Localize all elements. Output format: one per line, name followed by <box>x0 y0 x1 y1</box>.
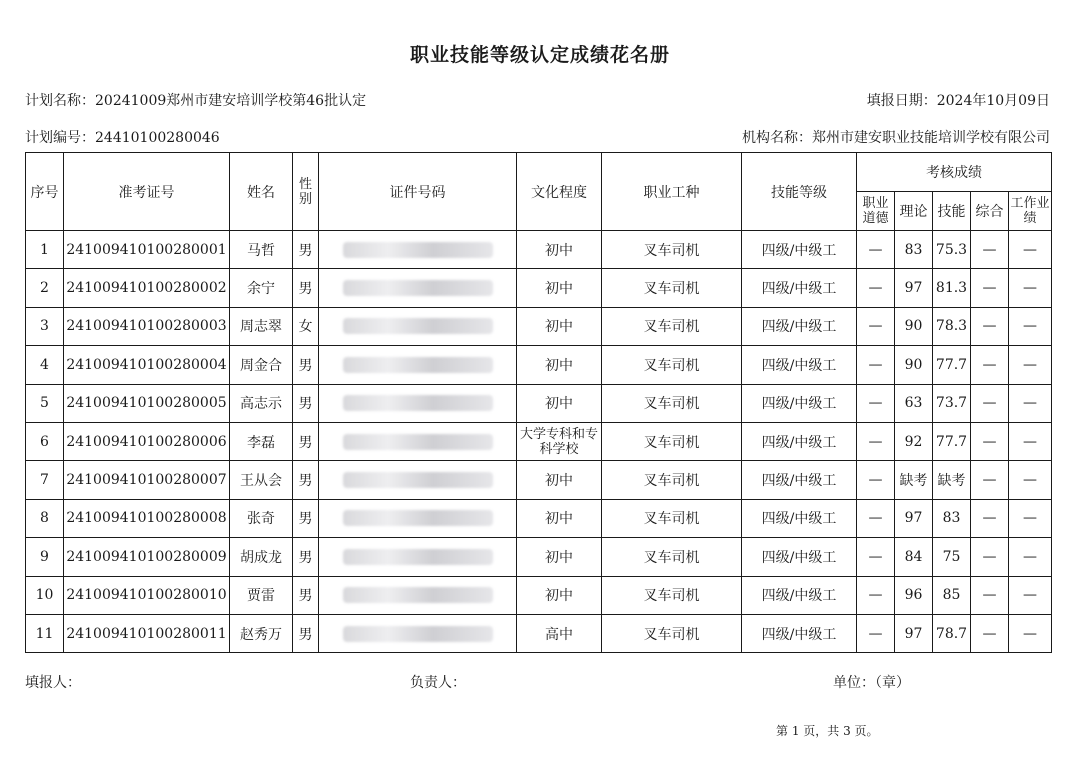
organization-value: 郑州市建安职业技能培训学校有限公司 <box>812 130 1050 146</box>
plan-name-label: 计划名称： <box>25 93 95 109</box>
header-ethics: 职业道德 <box>857 192 895 231</box>
cell-seq: 7 <box>26 461 64 499</box>
cell-skill: 75.3 <box>933 231 971 269</box>
cell-name: 余宁 <box>230 269 293 307</box>
header-name: 姓名 <box>230 153 293 231</box>
cell-ethics: — <box>857 614 895 652</box>
cell-exam-no: 241009410100280002 <box>64 269 230 307</box>
filler-label: 填报人： <box>25 675 81 691</box>
cell-overall: — <box>971 307 1009 345</box>
plan-number-value: 24410100280046 <box>95 130 220 146</box>
id-number-cell-redacted <box>319 576 517 614</box>
cell-name: 贾雷 <box>230 576 293 614</box>
cell-exam-no: 241009410100280001 <box>64 231 230 269</box>
cell-skill: 77.7 <box>933 422 971 460</box>
header-exam-no: 准考证号 <box>64 153 230 231</box>
fill-date-value: 2024年10月09日 <box>936 93 1050 109</box>
redaction-blur <box>343 472 493 488</box>
id-number-cell-redacted <box>319 461 517 499</box>
cell-work: — <box>1009 307 1052 345</box>
cell-ethics: — <box>857 384 895 422</box>
cell-education: 高中 <box>517 614 602 652</box>
table-row <box>26 422 1052 460</box>
redaction-blur <box>343 510 493 526</box>
cell-overall: — <box>971 576 1009 614</box>
cell-work: — <box>1009 269 1052 307</box>
cell-theory: 90 <box>895 346 933 384</box>
cell-gender: 男 <box>293 499 319 537</box>
table-row <box>26 499 1052 537</box>
cell-gender: 男 <box>293 614 319 652</box>
cell-seq: 8 <box>26 499 64 537</box>
cell-theory: 84 <box>895 538 933 576</box>
cell-level: 四级/中级工 <box>742 499 857 537</box>
cell-job: 叉车司机 <box>602 422 742 460</box>
cell-theory: 92 <box>895 422 933 460</box>
cell-seq: 5 <box>26 384 64 422</box>
cell-work: — <box>1009 461 1052 499</box>
cell-job: 叉车司机 <box>602 538 742 576</box>
cell-level: 四级/中级工 <box>742 231 857 269</box>
cell-level: 四级/中级工 <box>742 346 857 384</box>
cell-job: 叉车司机 <box>602 307 742 345</box>
redaction-blur <box>343 587 493 603</box>
cell-level: 四级/中级工 <box>742 614 857 652</box>
id-number-cell-redacted <box>319 231 517 269</box>
cell-level: 四级/中级工 <box>742 307 857 345</box>
cell-ethics: — <box>857 538 895 576</box>
cell-name: 周志翠 <box>230 307 293 345</box>
redaction-blur <box>343 318 493 334</box>
cell-name: 赵秀万 <box>230 614 293 652</box>
plan-number-label: 计划编号： <box>25 130 95 146</box>
cell-seq: 9 <box>26 538 64 576</box>
table-row <box>26 269 1052 307</box>
table-row <box>26 384 1052 422</box>
cell-gender: 男 <box>293 346 319 384</box>
cell-ethics: — <box>857 269 895 307</box>
cell-skill: 73.7 <box>933 384 971 422</box>
cell-exam-no: 241009410100280004 <box>64 346 230 384</box>
redaction-blur <box>343 280 493 296</box>
cell-name: 张奇 <box>230 499 293 537</box>
organization-label: 机构名称： <box>742 130 812 146</box>
plan-name-value: 20241009郑州市建安培训学校第46批认定 <box>95 93 367 109</box>
cell-work: — <box>1009 346 1052 384</box>
cell-seq: 11 <box>26 614 64 652</box>
header-job: 职业工种 <box>602 153 742 231</box>
cell-exam-no: 241009410100280007 <box>64 461 230 499</box>
cell-overall: — <box>971 384 1009 422</box>
cell-job: 叉车司机 <box>602 461 742 499</box>
cell-work: — <box>1009 384 1052 422</box>
cell-theory: 90 <box>895 307 933 345</box>
score-roster-table <box>25 152 1052 653</box>
cell-name: 马哲 <box>230 231 293 269</box>
cell-work: — <box>1009 231 1052 269</box>
fill-date-label: 填报日期： <box>866 93 937 109</box>
cell-overall: — <box>971 538 1009 576</box>
cell-level: 四级/中级工 <box>742 269 857 307</box>
cell-skill: 78.7 <box>933 614 971 652</box>
table-row <box>26 346 1052 384</box>
cell-seq: 6 <box>26 422 64 460</box>
header-education: 文化程度 <box>517 153 602 231</box>
fill-date <box>867 90 1050 110</box>
cell-job: 叉车司机 <box>602 614 742 652</box>
cell-exam-no: 241009410100280005 <box>64 384 230 422</box>
cell-level: 四级/中级工 <box>742 576 857 614</box>
cell-work: — <box>1009 576 1052 614</box>
cell-gender: 女 <box>293 307 319 345</box>
id-number-cell-redacted <box>319 384 517 422</box>
header-scores: 考核成绩 <box>857 153 1052 192</box>
cell-education: 初中 <box>517 538 602 576</box>
redaction-blur <box>343 626 493 642</box>
cell-theory: 97 <box>895 499 933 537</box>
table-row <box>26 307 1052 345</box>
cell-seq: 10 <box>26 576 64 614</box>
cell-job: 叉车司机 <box>602 499 742 537</box>
cell-job: 叉车司机 <box>602 384 742 422</box>
cell-theory: 缺考 <box>895 461 933 499</box>
page-title: 职业技能等级认定成绩花名册 <box>409 44 670 66</box>
cell-ethics: — <box>857 422 895 460</box>
cell-exam-no: 241009410100280003 <box>64 307 230 345</box>
cell-work: — <box>1009 422 1052 460</box>
cell-name: 李磊 <box>230 422 293 460</box>
unit-seal-label: 单位：（章） <box>833 675 910 691</box>
header-level: 技能等级 <box>742 153 857 231</box>
cell-theory: 83 <box>895 231 933 269</box>
redaction-blur <box>343 549 493 565</box>
cell-level: 四级/中级工 <box>742 538 857 576</box>
cell-ethics: — <box>857 576 895 614</box>
table-row <box>26 461 1052 499</box>
cell-gender: 男 <box>293 422 319 460</box>
cell-work: — <box>1009 538 1052 576</box>
table-row <box>26 231 1052 269</box>
cell-seq: 3 <box>26 307 64 345</box>
id-number-cell-redacted <box>319 538 517 576</box>
cell-gender: 男 <box>293 269 319 307</box>
cell-education: 初中 <box>517 346 602 384</box>
header-id-no: 证件号码 <box>319 153 517 231</box>
cell-skill: 83 <box>933 499 971 537</box>
cell-ethics: — <box>857 499 895 537</box>
id-number-cell-redacted <box>319 422 517 460</box>
redaction-blur <box>343 242 493 258</box>
header-skill: 技能 <box>933 192 971 231</box>
cell-gender: 男 <box>293 576 319 614</box>
cell-theory: 97 <box>895 614 933 652</box>
id-number-cell-redacted <box>319 307 517 345</box>
cell-name: 周金合 <box>230 346 293 384</box>
cell-overall: — <box>971 614 1009 652</box>
redaction-blur <box>343 434 493 450</box>
cell-ethics: — <box>857 231 895 269</box>
cell-seq: 4 <box>26 346 64 384</box>
id-number-cell-redacted <box>319 614 517 652</box>
cell-work: — <box>1009 499 1052 537</box>
cell-gender: 男 <box>293 384 319 422</box>
cell-exam-no: 241009410100280006 <box>64 422 230 460</box>
cell-gender: 男 <box>293 461 319 499</box>
redaction-blur <box>343 357 493 373</box>
cell-education: 初中 <box>517 384 602 422</box>
id-number-cell-redacted <box>319 269 517 307</box>
organization <box>742 127 1050 147</box>
cell-education: 初中 <box>517 269 602 307</box>
cell-level: 四级/中级工 <box>742 422 857 460</box>
cell-name: 胡成龙 <box>230 538 293 576</box>
cell-skill: 78.3 <box>933 307 971 345</box>
cell-level: 四级/中级工 <box>742 461 857 499</box>
cell-skill: 77.7 <box>933 346 971 384</box>
cell-overall: — <box>971 231 1009 269</box>
cell-skill: 81.3 <box>933 269 971 307</box>
cell-education: 大学专科和专科学校 <box>517 422 602 460</box>
cell-name: 王从会 <box>230 461 293 499</box>
cell-work: — <box>1009 614 1052 652</box>
cell-overall: — <box>971 422 1009 460</box>
cell-ethics: — <box>857 461 895 499</box>
cell-theory: 96 <box>895 576 933 614</box>
redaction-blur <box>343 395 493 411</box>
id-number-cell-redacted <box>319 346 517 384</box>
cell-overall: — <box>971 269 1009 307</box>
header-work: 工作业绩 <box>1009 192 1052 231</box>
cell-job: 叉车司机 <box>602 269 742 307</box>
cell-job: 叉车司机 <box>602 231 742 269</box>
plan-name <box>25 90 366 110</box>
plan-number <box>25 127 220 147</box>
cell-seq: 2 <box>26 269 64 307</box>
cell-job: 叉车司机 <box>602 346 742 384</box>
page-indicator: 第 1 页，共 3 页。 <box>776 724 879 738</box>
cell-education: 初中 <box>517 576 602 614</box>
cell-ethics: — <box>857 307 895 345</box>
header-theory: 理论 <box>895 192 933 231</box>
cell-education: 初中 <box>517 461 602 499</box>
cell-theory: 63 <box>895 384 933 422</box>
cell-seq: 1 <box>26 231 64 269</box>
cell-exam-no: 241009410100280011 <box>64 614 230 652</box>
cell-level: 四级/中级工 <box>742 384 857 422</box>
cell-exam-no: 241009410100280008 <box>64 499 230 537</box>
cell-overall: — <box>971 346 1009 384</box>
cell-overall: — <box>971 499 1009 537</box>
cell-name: 高志示 <box>230 384 293 422</box>
cell-gender: 男 <box>293 538 319 576</box>
cell-gender: 男 <box>293 231 319 269</box>
cell-exam-no: 241009410100280009 <box>64 538 230 576</box>
cell-ethics: — <box>857 346 895 384</box>
cell-overall: — <box>971 461 1009 499</box>
cell-education: 初中 <box>517 499 602 537</box>
header-overall: 综合 <box>971 192 1009 231</box>
table-row <box>26 576 1052 614</box>
table-row <box>26 538 1052 576</box>
responsible-label: 负责人： <box>410 675 466 691</box>
cell-education: 初中 <box>517 231 602 269</box>
header-seq: 序号 <box>26 153 64 231</box>
cell-job: 叉车司机 <box>602 576 742 614</box>
id-number-cell-redacted <box>319 499 517 537</box>
cell-exam-no: 241009410100280010 <box>64 576 230 614</box>
cell-skill: 75 <box>933 538 971 576</box>
cell-skill: 85 <box>933 576 971 614</box>
table-row <box>26 614 1052 652</box>
cell-skill: 缺考 <box>933 461 971 499</box>
cell-theory: 97 <box>895 269 933 307</box>
header-gender: 性别 <box>293 153 319 231</box>
cell-education: 初中 <box>517 307 602 345</box>
